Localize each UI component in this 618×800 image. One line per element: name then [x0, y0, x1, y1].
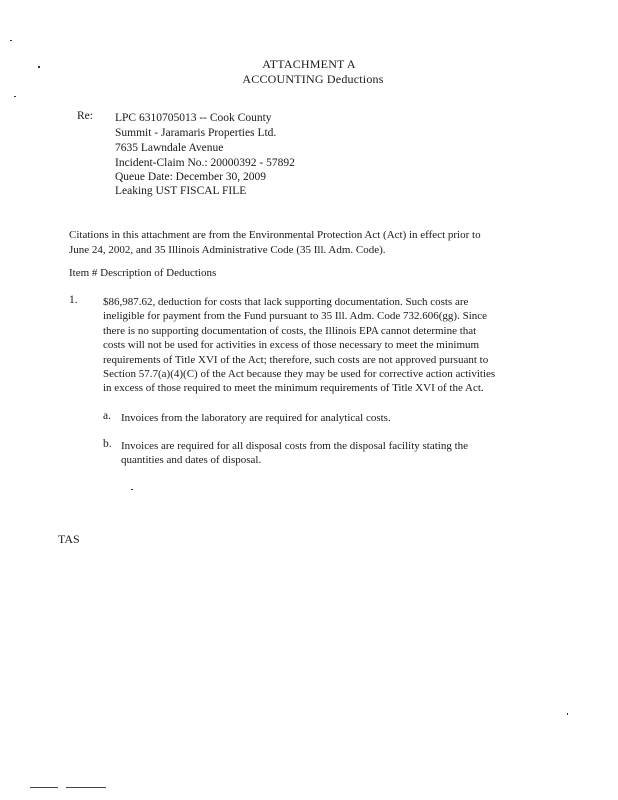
citations-line: June 24, 2002, and 35 Illinois Administrative Code (35 Ill. Adm. Code).: [69, 244, 386, 256]
scan-speck: [14, 96, 16, 97]
footer-rule: [30, 787, 58, 788]
citations-line: Citations in this attachment are from the Environmental Protection Act (Act) in effect prior to: [69, 229, 481, 241]
sub-item-line: quantities and dates of disposal.: [121, 454, 262, 466]
scan-speck: [567, 713, 568, 715]
re-line: Incident-Claim No.: 20000392 - 57892: [115, 157, 295, 169]
item-line: $86,987.62, deduction for costs that lack supporting documentation. Such costs are: [103, 296, 469, 308]
item-line: costs will not be used for activities in excess of those necessary to meet the minimum: [103, 339, 480, 351]
scan-speck: [131, 489, 133, 490]
author-initials: TAS: [58, 532, 80, 546]
re-line: LPC 6310705013 -- Cook County: [115, 112, 272, 124]
re-line: Queue Date: December 30, 2009: [115, 171, 267, 183]
sub-item-label: a.: [103, 410, 111, 422]
document-title: ATTACHMENT A: [262, 57, 356, 71]
sub-item-label: b.: [103, 438, 112, 450]
scan-speck: [10, 40, 12, 41]
item-line: Section 57.7(a)(4)(C) of the Act because they may be used for corrective action activities: [103, 368, 496, 380]
re-label: Re:: [77, 110, 93, 122]
item-line: ineligible for payment from the Fund pursuant to 35 Ill. Adm. Code 732.606(gg). Since: [103, 310, 488, 322]
item-line: there is no supporting documentation of costs, the Illinois EPA cannot determine that: [103, 325, 477, 337]
items-header: Item # Description of Deductions: [69, 267, 217, 279]
item-line: in excess of those required to meet the minimum requirements of Title XVI of the Act.: [103, 382, 484, 394]
document-subtitle: ACCOUNTING Deductions: [242, 72, 384, 86]
sub-item-line: Invoices are required for all disposal costs from the disposal facility stating the: [121, 440, 469, 452]
re-line: Leaking UST FISCAL FILE: [115, 185, 247, 197]
item-number: 1.: [69, 294, 78, 306]
re-line: Summit - Jaramaris Properties Ltd.: [115, 127, 277, 139]
footer-rule: [66, 787, 106, 788]
item-line: requirements of Title XVI of the Act; therefore, such costs are not approved pursuant to: [103, 354, 489, 366]
sub-item-line: Invoices from the laboratory are required for analytical costs.: [121, 412, 391, 424]
re-line: 7635 Lawndale Avenue: [115, 142, 224, 154]
